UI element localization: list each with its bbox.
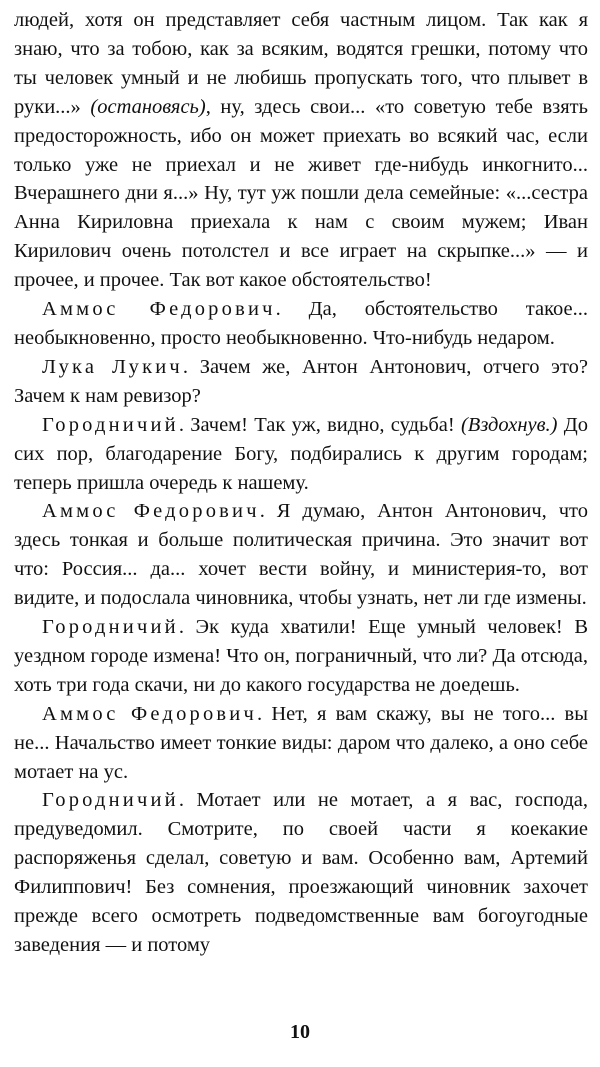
paragraph — [14, 786, 588, 959]
paragraph — [14, 353, 588, 411]
paragraph — [14, 295, 588, 353]
paragraph-text: , ну, здесь свои... «то советую тебе взять предосторожность, ибо он может приехать во всякий час, если только уже не приехал и не живет где-нибудь инкогнито... Вчерашнего дни я...» Ну, тут уж пошли дела семейные: «...сестра Анна Кириловна приехала к нам с своим мужем; Иван Кирилович очень потолстел и все играет на скрыпке...» — и прочее, и прочее. Так вот какое обстоятельство! — [14, 95, 588, 292]
paragraph-text: . Зачем! Так уж, видно, судьба! — [178, 413, 461, 436]
paragraph-text: . Нет, я вам скажу, вы не того... вы не... Начальство имеет тонкие виды: даром что далеко, а оно себе мотает на ус. — [14, 702, 588, 783]
speaker-name: Городничий — [42, 616, 179, 639]
stage-direction: (Вздохнув.) — [460, 413, 558, 436]
page-number: 10 — [290, 1021, 310, 1043]
paragraph-text: . Я думаю, Антон Антонович, что здесь тонкая и больше политическая причина. Это значит вот что: Россия... да... хочет вести войну, и министерия-то, вот видите, и подослала чиновника, чтобы узнать, нет ли где измены. — [14, 500, 588, 610]
paragraph-text: . Эк куда хватили! Еще умный человек! В уездном городе измена! Что он, пограничный, что ли? Да отсюда, хоть три года скачи, ни до какого государства не доедешь. — [14, 616, 588, 696]
speaker-name: Аммос Федорович — [42, 298, 276, 321]
speaker-name: Аммос Федорович — [42, 500, 260, 523]
book-page-text — [14, 6, 588, 960]
paragraph — [14, 411, 588, 498]
paragraph-text: До сих пор, благодарение Богу, подбирались к другим городам; теперь пришла очередь к нашему. — [14, 413, 588, 494]
paragraph-text: людей, хотя он представляет себя частным лицом. Так как я знаю, что за тобою, как за всяким, водятся грешки, потому что ты человек умный и не любишь пропускать того, что плывет в руки...» — [14, 9, 588, 118]
speaker-name: Аммос Федорович — [42, 702, 257, 725]
paragraph-text: . Зачем же, Антон Антонович, отчего это? Зачем к нам ревизор? — [14, 355, 588, 407]
paragraph — [14, 613, 588, 700]
paragraph — [14, 497, 588, 613]
paragraph — [14, 6, 588, 295]
speaker-name: Городничий — [42, 789, 179, 812]
paragraph-text: . Мотает или не мотает, а я вас, господа, предуведомил. Смотрите, по своей части я коекакие распоряженья сделал, советую и вам. Особенно вам, Артемий Филиппович! Без сомнения, проезжающий чиновник захочет прежде всего осмотреть подведомственные вам богоугодные заведения — и потому — [14, 789, 588, 956]
speaker-name: Лука Лукич — [42, 355, 183, 378]
paragraph-text: . Да, обстоятельство такое... необыкновенно, просто необыкновенно. Что-нибудь недаром. — [14, 298, 588, 349]
stage-direction: (остановясь) — [90, 95, 206, 118]
paragraph — [14, 700, 588, 787]
speaker-name: Городничий — [42, 413, 179, 436]
